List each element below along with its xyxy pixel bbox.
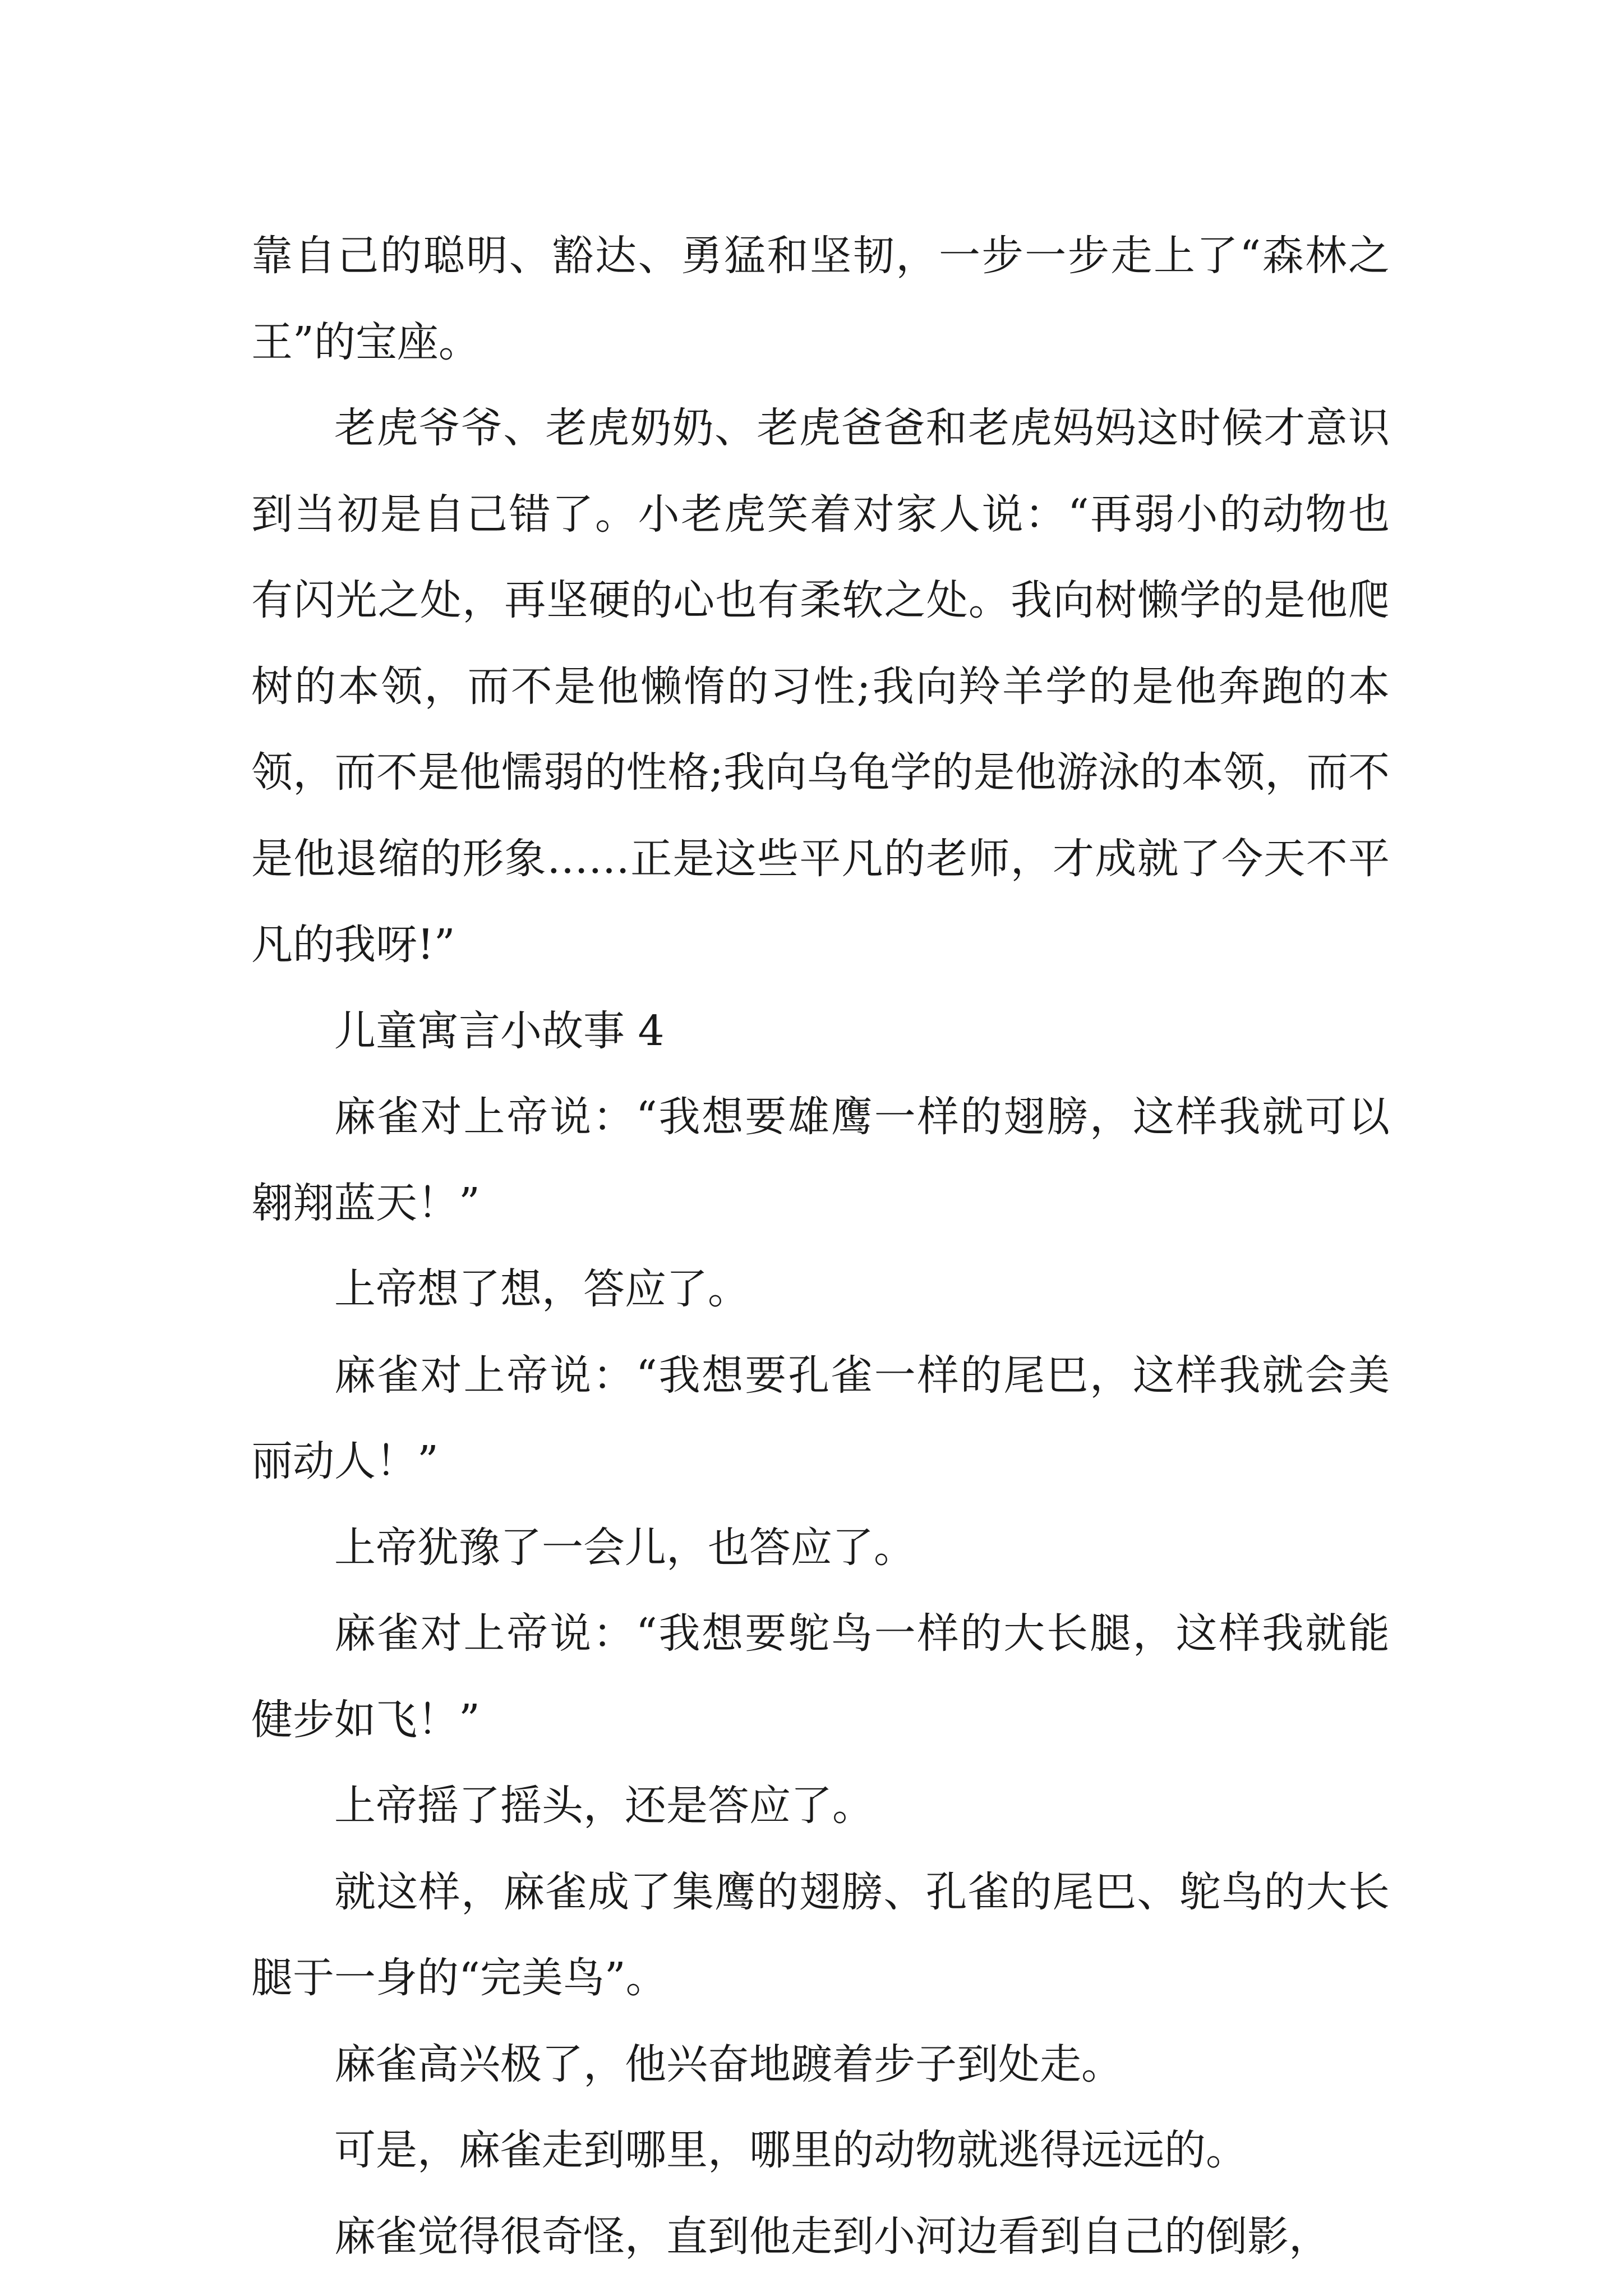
paragraph: 老虎爷爷、老虎奶奶、老虎爸爸和老虎妈妈这时候才意识到当初是自己错了。小老虎笑着对家人说：“再弱小的动物也有闪光之处，再坚硬的心也有柔软之处。我向树懒学的是他爬树的本领，而不是他懒惰的习性;我向羚羊学的是他奔跑的本领，而不是他懦弱的性格;我向乌龟学的是他游泳的本领，而不是他退缩的形象……正是这些平凡的老师，才成就了今天不平凡的我呀!” bbox=[251, 404, 1390, 969]
paragraph: 上帝摇了摇头，还是答应了。 bbox=[334, 1782, 874, 1830]
paragraph: 靠自己的聪明、豁达、勇猛和坚韧，一步一步走上了“森林之王”的宝座。 bbox=[251, 232, 1390, 366]
paragraph: 上帝想了想，答应了。 bbox=[334, 1265, 749, 1313]
paragraph: 麻雀觉得很奇怪，直到他走到小河边看到自己的倒影， bbox=[334, 2212, 1330, 2261]
section-heading: 儿童寓言小故事 4 bbox=[334, 1006, 665, 1055]
paragraph: 可是，麻雀走到哪里，哪里的动物就逃得远远的。 bbox=[334, 2126, 1247, 2174]
paragraph: 上帝犹豫了一会儿，也答应了。 bbox=[334, 1523, 915, 1572]
paragraph: 麻雀对上帝说：“我想要雄鹰一样的翅膀，这样我就可以翱翔蓝天！” bbox=[251, 1093, 1390, 1227]
paragraph: 麻雀对上帝说：“我想要鸵鸟一样的大长腿，这样我就能健步如飞！” bbox=[251, 1609, 1390, 1744]
paragraph: 麻雀高兴极了，他兴奋地踱着步子到处走。 bbox=[334, 2040, 1123, 2088]
document-body bbox=[251, 213, 1390, 2280]
paragraph: 麻雀对上帝说：“我想要孔雀一样的尾巴，这样我就会美丽动人！” bbox=[251, 1351, 1390, 1485]
paragraph: 就这样，麻雀成了集鹰的翅膀、孔雀的尾巴、鸵鸟的大长腿于一身的“完美鸟”。 bbox=[251, 1867, 1390, 2002]
